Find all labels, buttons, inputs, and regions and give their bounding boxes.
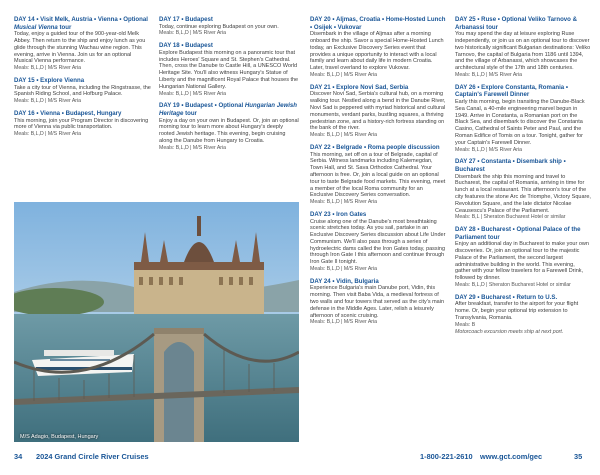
day-meals: Meals: B,L,D | M/S River Aria [159,144,227,151]
day-title: DAY 19 • Budapest • Optional Hungarian Jewish Heritage tour [159,102,298,117]
day-body: This morning, join your Program Director in discovering more of Vienna via public transportation. [14,117,149,131]
day-meals: Meals: B,L,D | M/S River Aria [310,319,378,326]
day-entry [159,102,299,151]
day-meals: Meals: B [455,321,476,328]
day-body: Disembark the ship this morning and travel to Bucharest, the capital of Romania, arriving in time for lunch at a local restaurant. This afternoon's tour of the city features the stone Arc de Triomphe, Victory Square, Revolution Square, and the late dictator Nicolae Ceausescu's Palace of the Parliament. [455,173,591,214]
day-title: DAY 26 • Explore Constanta, Romania • Captain's Farewell Dinner [455,83,568,99]
day-entry [455,84,591,154]
day-body: Today, enjoy a guided tour of the 900-year-old Melk Abbey. Then return to the ship and enjoy lunch as you glide through the stunning Wachau wine region. This evening, arrive in Vienna. Join us for an optional Musical Vienna performance. [14,31,146,65]
day-meals: Meals: B,L,D | M/S River Aria [310,266,378,273]
day-body: Enjoy an additional day in Bucharest to make your own discoveries. Or, join an optional tour to the majestic Palace of the Parliament, the second largest administrative building in the world. This evening, gather with your fellow travelers for a Farewell Drink, followed by dinner. [455,241,589,282]
budapest-photo [14,202,299,442]
day-title: DAY 16 • Vienna • Budapest, Hungary [14,109,122,117]
day-title: DAY 21 • Explore Novi Sad, Serbia [310,83,409,91]
day-meals: Meals: B,L | Sheraton Bucharest Hotel or similar [455,214,566,221]
day-body: Discover Novi Sad, Serbia's cultural hub, on a morning walking tour. Nestled along a bend in the Danube River, Novi Sad is peppered with myriad historical and cultural monuments, verdant parks, bustling squares, a thriving pedestrian zone, and a history-rich fortress standing on the bank of the river. [310,91,446,132]
day-entry [310,16,446,79]
day-entry [310,211,446,273]
day-title: DAY 28 • Bucharest • Optional Palace of the Parliament tour [455,226,581,241]
day-entry [310,84,446,139]
day-body: You may spend the day at leisure exploring Ruse independently, or join us on an optional tour to discover two historically significant Bulgarian destinations: Veliko Tarnovo, the capital of Bulgaria from 1186 until 1394, and the village of Arbanassi, which showcases the architectural style of the 17th and 18th centuries. [455,31,591,72]
day-entry [455,294,591,336]
day-title: DAY 29 • Bucharest • Return to U.S. [455,293,558,301]
page-number-right: 35 [574,452,583,461]
day-body: Enjoy a day on your own in Budapest. Or, join an optional morning tour to learn more about Hungary's deeply rooted Jewish heritage. This evening, begin cruising along the Danube from Hungary to Croatia. [159,117,299,144]
itinerary-column-4 [455,16,591,340]
day-meals: Meals: B,L,D | M/S River Aria [14,98,82,105]
day-title: DAY 22 • Belgrade • Roma people discussion [310,143,440,151]
day-title: DAY 23 • Iron Gates [310,210,367,218]
day-entry [455,16,591,79]
day-body: Early this morning, begin transiting the Danube-Black Sea Canal, a 40-mile engineering marvel begun in 1949. Arrive in Constanta, a Romanian port on the Black Sea, and disembark to discover the Constanta Casino, Cathedral of Saints Peter and Paul, and the Roman Edifice of Tomis on a tour. Tonight, gather for your Captain's Farewell Dinner. [455,98,585,146]
day-entry [14,16,151,72]
day-entry [310,144,446,206]
day-title: DAY 25 • Ruse • Optional Veliko Tarnovo & Arbanassi tour [455,16,577,31]
motorcoach-note: Motorcoach excursion meets ship at next port. [455,328,564,335]
day-body: After breakfast, transfer to the airport for your flight home. Or, begin your optional trip extension to Transylvania, Romania. [455,301,579,322]
day-entry [455,226,591,289]
day-meals: Meals: B,L,D | M/S River Aria [159,90,227,97]
itinerary-column-1 [14,16,151,143]
day-body: Cruise along one of the Danube's most breathtaking scenic stretches today. As you sail, partake in an Exclusive Discovery Series discussion about Life Under Communism. We'll also pass through a series of hydroelectric dams called the Iron Gates today, passing through Iron Gate I this afternoon and continue through Iron Gate II tonight. [310,218,446,266]
day-entry [14,77,151,105]
day-meals: Meals: B,L,D | M/S River Aria [310,71,378,78]
day-body: Take a city tour of Vienna, including the Ringstrasse, the Spanish Riding School, and Hofburg Palace. [14,84,151,98]
day-body: Today, continue exploring Budapest on your own. [159,23,279,30]
day-entry [14,110,151,138]
day-meals: Meals: B,L,D | M/S River Aria [14,65,82,72]
day-entry [159,16,299,37]
itinerary-column-2 [159,16,299,157]
day-title: DAY 20 • Aljmas, Croatia • Home-Hosted Lunch • Osijek • Vukovar [310,16,446,31]
photo-caption: M/S Adagio, Budapest, Hungary [20,434,99,440]
phone-number: 1-800-221-2610 [420,452,473,461]
day-title: DAY 15 • Explore Vienna [14,76,85,84]
day-meals: Meals: B,L,D | M/S River Aria [310,199,378,206]
day-body: Explore Budapest this morning on a panoramic tour that includes Heroes' Square and St. Stephen's Cathedral. Then, cross the Danube to Castle Hill, a UNESCO World Heritage Site. You'll also witness Hungary's Statue of Liberty and the magnificent Royal Palace that houses the Hungarian National Gallery. [159,49,299,90]
day-body: This morning, set off on a tour of Belgrade, capital of Serbia. Witness landmarks including Kalemegdan, Town Hall, and St. Sava Orthodox Cathedral. Your afternoon is free. Or, join a local guide on an optional tour to taste Belgrade food markets. This evening, meet a member of the local Roma community for an Exclusive Discovery Series conversation. [310,151,446,199]
day-body: Disembark in the village of Aljmas after a morning onboard the ship. Savor a special Home-Hosted Lunch today, an Exclusive Discovery Series event that provides a unique opportunity to interact with a local family and learn about daily life in modern Croatia. Later, travel overland to explore Vukovar. [310,31,444,72]
day-body: Experience Bulgaria's main Danube port, Vidin, this morning. Then visit Baba Vida, a medieval fortress of two walls and four towers that served as the city's main defense in the Middle Ages. Later, relish a leisurely afternoon of scenic cruising. [310,285,445,319]
day-meals: Meals: B,L,D | M/S River Aria [310,132,378,139]
day-meals: Meals: B,L,D | M/S River Aria [14,131,82,138]
itinerary-column-3 [310,16,446,331]
day-entry [310,278,446,326]
day-title: DAY 18 • Budapest [159,42,213,50]
brochure-title: 2024 Grand Circle River Cruises [36,452,149,461]
day-title: DAY 14 • Visit Melk, Austria • Vienna • Optional Musical Vienna tour [14,16,148,31]
day-entry [159,42,299,97]
day-title: DAY 27 • Constanta • Disembark ship • Bucharest [455,158,566,173]
day-title: DAY 24 • Vidin, Bulgaria [310,277,379,285]
page-number-left: 34 [14,452,23,461]
day-meals: Meals: B,L,D | M/S River Aria [455,71,523,78]
day-meals: Meals: B,L,D | M/S River Aria [159,30,227,37]
day-entry [455,158,591,221]
day-meals: Meals: B,L,D | M/S River Aria [455,146,523,153]
day-meals: Meals: B,L,D | Sheraton Bucharest Hotel or similar [455,282,571,289]
website-link[interactable]: www.gct.com/gec [480,452,543,461]
day-title: DAY 17 • Budapest [159,16,213,23]
